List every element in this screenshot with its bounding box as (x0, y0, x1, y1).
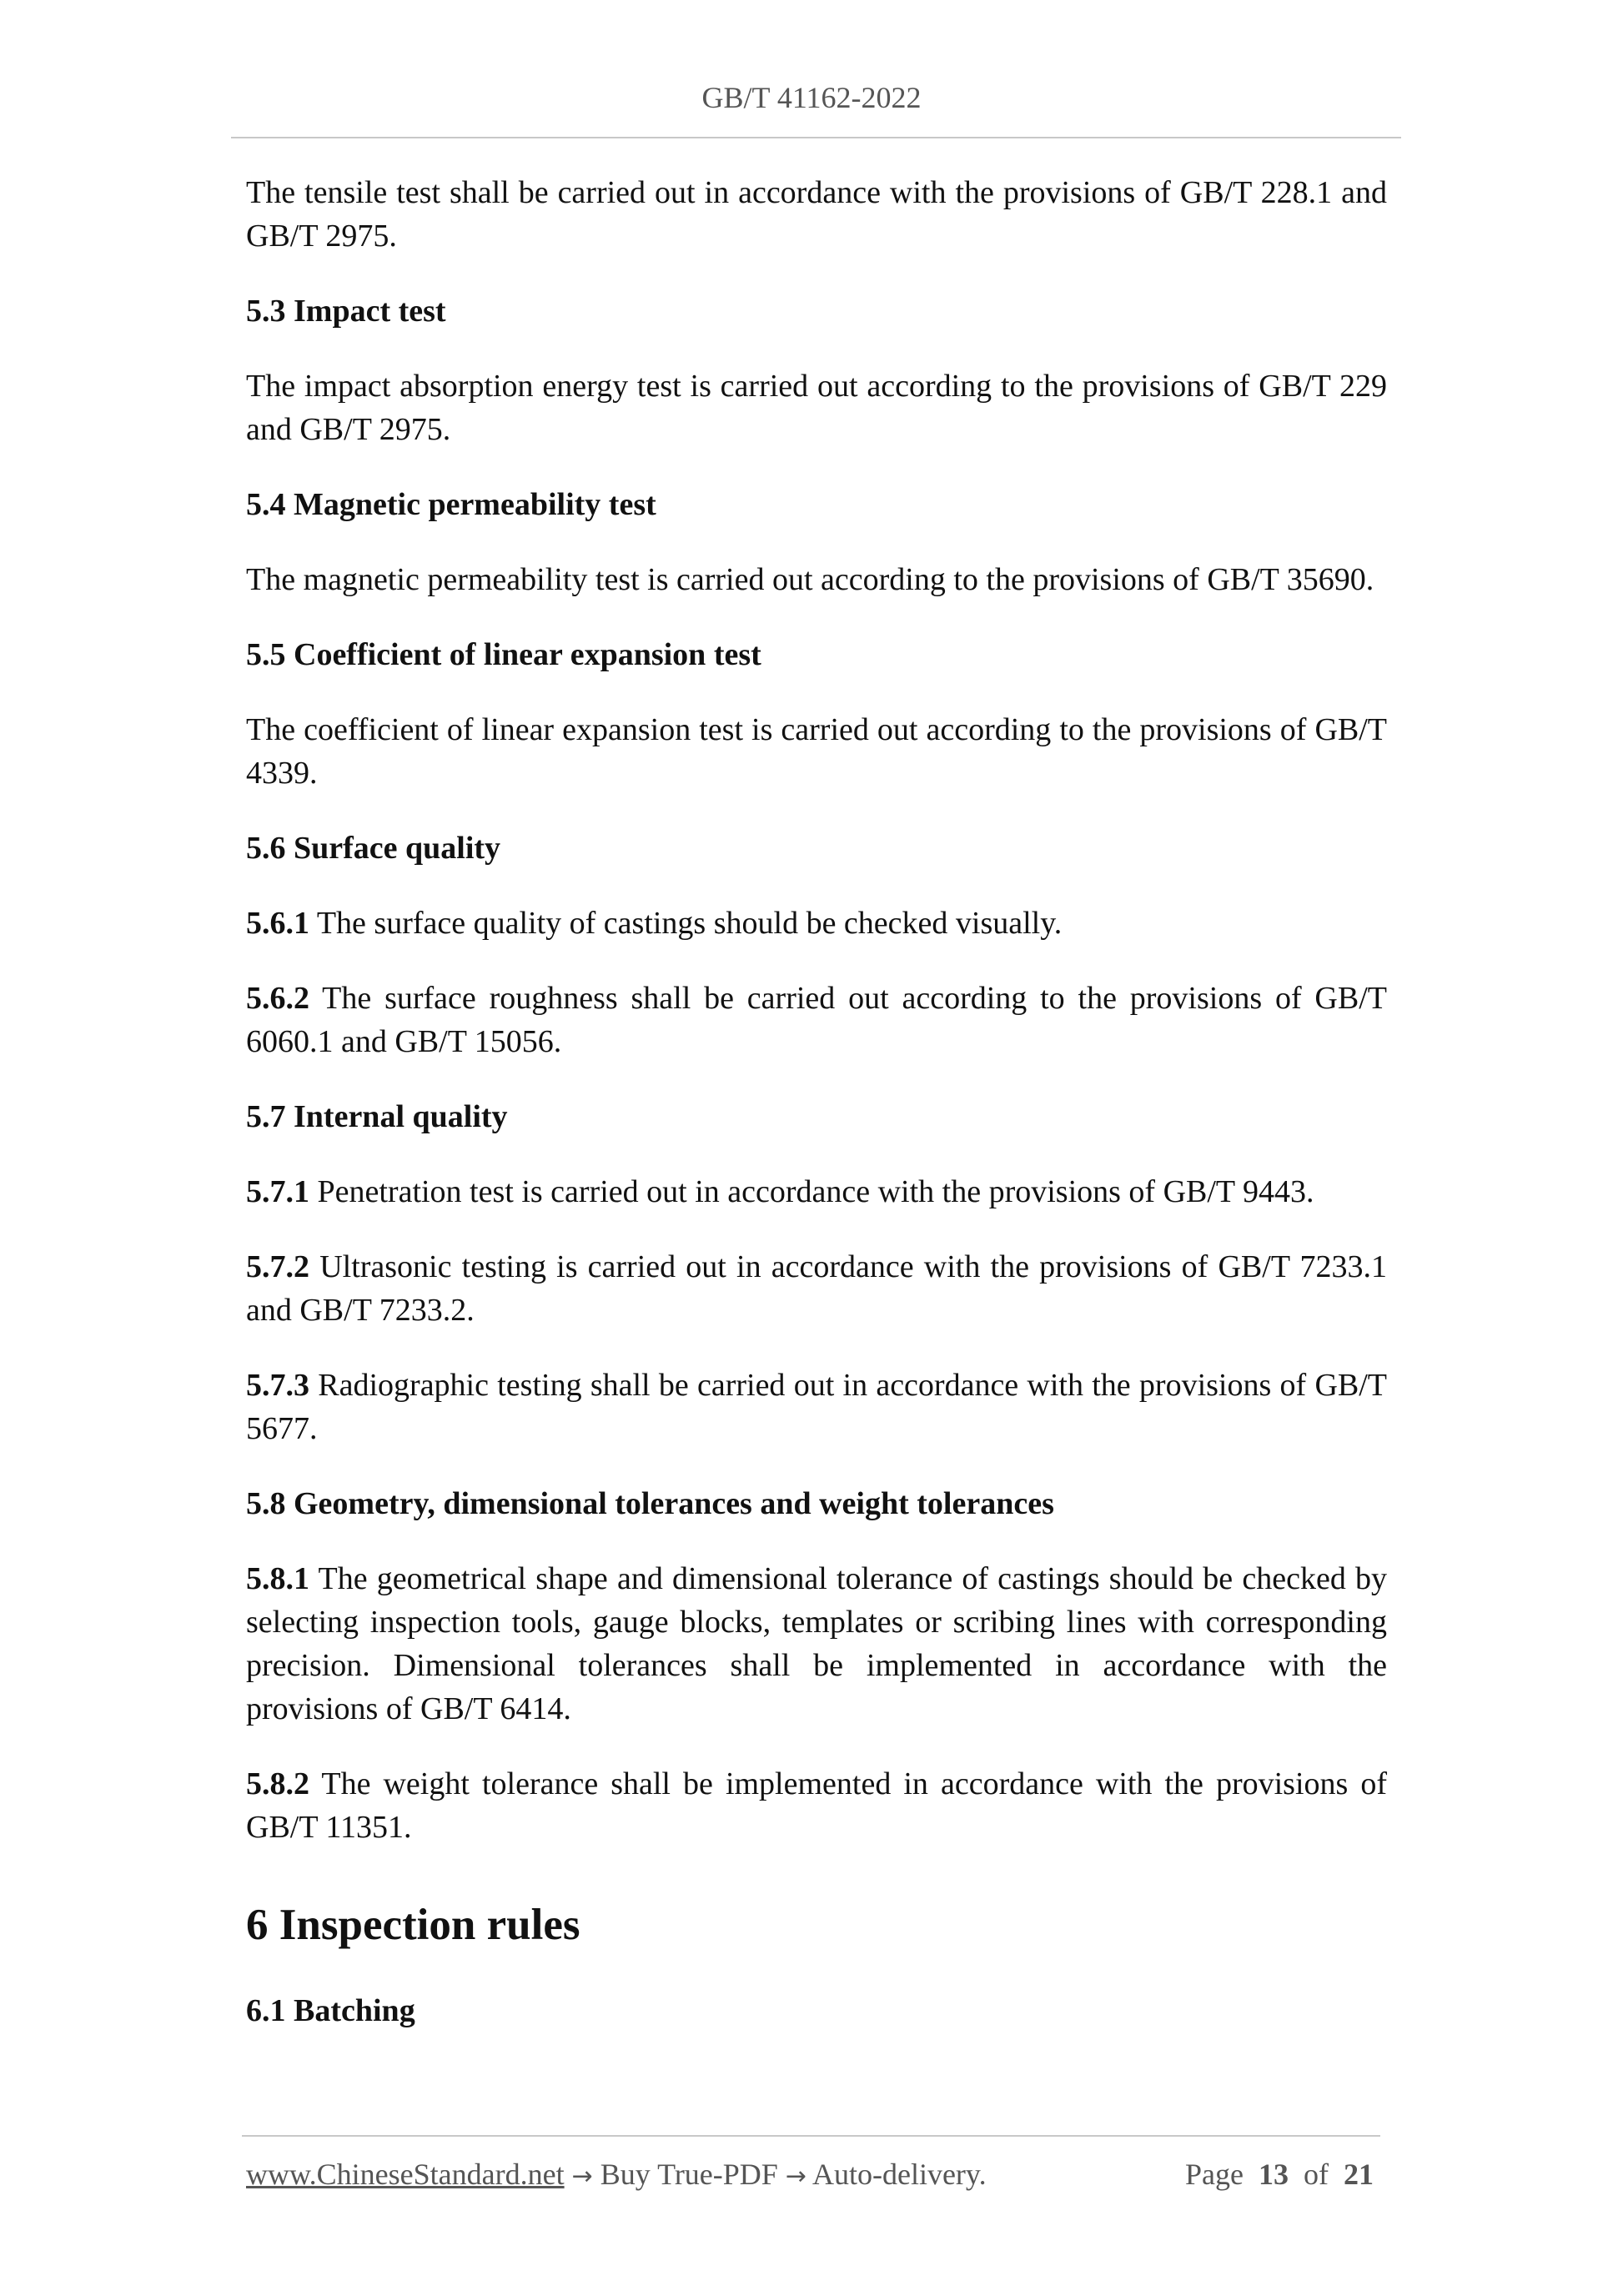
total-page-count: 21 (1344, 2158, 1374, 2191)
clause-text: Penetration test is carried out in accordance with the provisions of GB/T 9443. (317, 1174, 1314, 1209)
auto-delivery-text: Auto-delivery. (812, 2158, 987, 2191)
section-5-6-heading: 5.6 Surface quality (246, 831, 501, 866)
section-5-3-text: The impact absorption energy test is carried out according to the provisions of GB/T 229 and GB/T 2975. (246, 369, 1387, 447)
section-5-5-text: The coefficient of linear expansion test is carried out according to the provisions of GB/T 4339. (246, 712, 1387, 791)
clause-number: 5.7.1 (246, 1174, 309, 1209)
tensile-test-paragraph: The tensile test shall be carried out in accordance with the provisions of GB/T 228.1 and GB/T 2975. (246, 175, 1387, 254)
buy-true-pdf-text: Buy True-PDF (600, 2158, 778, 2191)
clause-5-8-1 (246, 1557, 1387, 1731)
clause-text: The surface quality of castings should be checked visually. (316, 906, 1063, 941)
footer-promo (246, 2153, 987, 2198)
clause-text: The surface roughness shall be carried out according to the provisions of GB/T 6060.1 and GB/T 15056. (246, 981, 1387, 1059)
clause-5-8-2 (246, 1762, 1387, 1849)
clause-5-7-3 (246, 1364, 1387, 1450)
clause-number: 5.6.2 (246, 981, 309, 1016)
clause-5-6-1 (246, 902, 1387, 945)
clause-text: Radiographic testing shall be carried out in accordance with the provisions of GB/T 5677. (246, 1368, 1387, 1446)
section-5-5-heading: 5.5 Coefficient of linear expansion test (246, 637, 761, 672)
page-label: Page (1185, 2158, 1244, 2191)
clause-number: 5.7.3 (246, 1368, 309, 1403)
clause-number: 5.8.2 (246, 1766, 309, 1801)
running-header: GB/T 41162-2022 (701, 81, 922, 114)
section-5-7-heading: 5.7 Internal quality (246, 1099, 508, 1134)
chapter-6-heading: 6 Inspection rules (246, 1901, 580, 1949)
clause-5-7-2 (246, 1245, 1387, 1332)
section-5-4-heading: 5.4 Magnetic permeability test (246, 487, 656, 522)
clause-text: Ultrasonic testing is carried out in accordance with the provisions of GB/T 7233.1 and GB/T 7233.2. (246, 1249, 1388, 1328)
page-body (246, 171, 1387, 2064)
clause-number: 5.6.1 (246, 906, 309, 941)
clause-text: The weight tolerance shall be implemented in accordance with the provisions of GB/T 11351. (246, 1766, 1387, 1845)
current-page-number: 13 (1259, 2158, 1289, 2191)
clause-number: 5.8.1 (246, 1561, 309, 1596)
page-indicator (1185, 2153, 1374, 2195)
arrow-right-icon: → (785, 2162, 806, 2191)
section-5-3-heading: 5.3 Impact test (246, 294, 446, 329)
section-5-4-text: The magnetic permeability test is carried out according to the provisions of GB/T 35690. (246, 562, 1374, 597)
section-6-1-heading: 6.1 Batching (246, 1993, 415, 2028)
clause-5-6-2 (246, 977, 1387, 1063)
arrow-right-icon: → (571, 2162, 593, 2191)
of-label: of (1304, 2158, 1329, 2191)
section-5-8-heading: 5.8 Geometry, dimensional tolerances and weight tolerances (246, 1486, 1054, 1521)
footer-divider (242, 2135, 1380, 2137)
site-link[interactable]: www.ChineseStandard.net (246, 2158, 565, 2191)
header-divider (231, 137, 1401, 138)
clause-5-7-1 (246, 1170, 1387, 1213)
clause-number: 5.7.2 (246, 1249, 309, 1284)
clause-text: The geometrical shape and dimensional tolerance of castings should be checked by selecting inspection tools, gauge blocks, templates or scribing lines with corresponding precision. Dimensional tolerances shall be implemented in accordance with the provisions of GB/T 6414. (246, 1561, 1387, 1726)
